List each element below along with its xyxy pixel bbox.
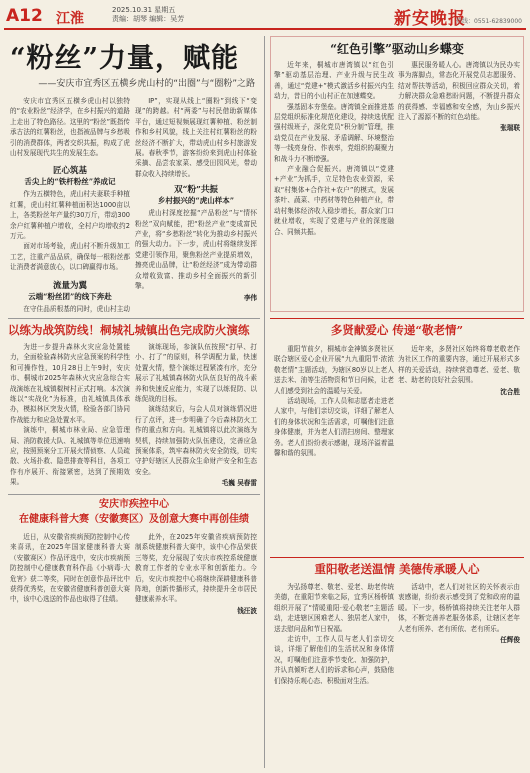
art4-p2: 强基固本夯堡垒。唐湾镇全面推进基层党组织标准化规范化建设，持续选优配强村级班子，深化党员“积分制”管理，推动党员在产业发展、矛盾调解、环境整治等一线亮身份、作表率，党组织的凝聚力和战斗力不断增强。: [274, 102, 394, 163]
lead-c1p3: 在守住品质根基的同时，虎山村主动: [23, 304, 130, 313]
lead-author: 李伟: [243, 293, 257, 302]
art6-p2: 走访中，工作人员与老人们亲切交谈，详细了解他们的生活状况和身体情况，叮嘱他们注意季节变化、加强防护，并认真倾听老人们的诉求和心声，鼓励他们保持乐观心态、积极面对生活。: [274, 635, 394, 685]
lead-col-1: [10, 96, 130, 314]
art2-p2: 演练中，桐城市林业局、应急管理局、消防救援大队、礼城镇等单位迅速响应，按照预案分工开展火情侦察、人员疏散、火场扑救、隐患排查等科目，各项工作有序展开、衔接紧密，达到了预期效果。: [10, 426, 130, 487]
art6-p3: 活动中，老人们对社区的关怀表示由衷感谢，纷纷表示感受到了党和政府的温暖。下一步，杨桥镇将持续关注老年人群体，不断完善养老服务体系，让辖区老年人老有所养、老有所依、老有所乐。: [398, 583, 520, 633]
art2-p4: 演练结束后，与会人员对演练情况进行了点评，进一步明确了今后森林防火工作的重点和方向。礼城镇将以此次演练为契机，持续加强防火队伍建设，完善应急预案体系，筑牢森林防火安全防线，切实守护好辖区人民群众生命财产安全和生态安全。: [135, 405, 257, 476]
art3-col-1: [10, 532, 130, 768]
art2-p3: 演练现场，参演队伍按照“打早、打小、打了”的原则，科学调配力量，快速处置火情，整个演练过程紧凑有序，充分展示了礼城镇森林防火队伍良好的战斗素养和快速反应能力，实现了以练促防、以练促战的目标。: [135, 343, 257, 404]
art2-title: 以练为战筑防线！桐城礼城镇出色完成防火演练: [8, 323, 250, 337]
lead-c2p2: 虎山村深度挖掘“产品粉丝”与“情怀粉丝”双向赋能，把“粉丝产业”变成富民产业，将“乡愁粉丝”转化为推动乡村振兴的强大动力。下一步，虎山村将继续发挥党建引领作用，聚焦粉丝产业提质增效，擦亮虎山品牌，让“粉丝经济”成为带动群众增收致富、推动乡村全面振兴的新引擎。: [135, 209, 257, 291]
art4-col-1: [274, 60, 394, 310]
lead-subtitle: ——安庆市宜秀区五横乡虎山村的“出圈”与“圈粉”之路: [38, 79, 255, 89]
art3-author: 钱汪波: [237, 606, 257, 615]
header-meta: [112, 6, 192, 24]
art6-author: 任辉俊: [500, 636, 520, 645]
art5-p2: 活动现场，工作人员和志愿者走进老人家中，与他们亲切交谈，详细了解老人们的身体状况和生活需求，叮嘱他们注意身体健康，并为老人们清扫房间、整理家务。老人们纷纷表示感谢，现场洋溢着温馨和谐的氛围。: [274, 397, 394, 458]
art5-title: 多贤献爱心 传递“敬老情”: [330, 323, 464, 337]
art5-col-1: [274, 344, 394, 554]
art5-col-2: [398, 344, 520, 554]
art4-title-block: [272, 40, 522, 58]
divider: [270, 318, 524, 319]
lead-h1-sub: 舌尖上的“铁杆粉丝”养成记: [24, 177, 116, 187]
art3-p2: 此外，在2025年安徽省疾病预防控制系统健康科普大赛中，该中心作品荣获三等奖，充分展现了安庆市疾控系统健康教育工作者的专业水平和创新能力。今后，安庆市疾控中心将继续深耕健康科普阵地，创新传播形式，持续提升全市居民健康素养水平。: [135, 533, 257, 604]
art5-title-block: [270, 322, 524, 340]
art3-col-2: [135, 532, 257, 768]
lead-h2: 流量为翼: [52, 280, 87, 291]
art4-p1: 近年来，桐城市唐湾镇以“红色引擎”驱动基层治理、产业升级与民生改善，通过“党建+”模式激活乡村振兴内生动力，昔日的小山村正在加速蝶变。: [274, 61, 394, 101]
art3-p1: 近日，从安徽省疾病预防控制中心传来喜讯，在2025年国家健康科普大赛（安徽赛区）作品评选中，安庆市疾病预防控制中心健康教育科作品《小病毒·大危害》获二等奖，同时在创意作品评比中获得优秀奖，在安徽省健康科普创意大赛中，该中心选送的作品也取得了佳绩。: [10, 533, 130, 604]
art4-col-2: [398, 60, 520, 310]
art4-author: 张瑞联: [500, 124, 520, 133]
lead-c1p2: 面对市场考验，虎山村不断升级加工工艺，注重产品品质，确保每一根粉丝都让消费者满意放心，以口碑赢得市场。: [10, 242, 130, 272]
divider: [270, 557, 524, 558]
divider: [8, 318, 260, 319]
art4-p3: 产业融合促振兴。唐湾镇以“党建+产业”为抓手，立足特色农业资源，采取“村集体+合作社+农户”的模式，发展茶叶、蔬菜、中药材等特色种植产业，带动村集体经济收入稳步增长，群众家门口就业增收，实现了党建与产业的深度融合、同频共振。: [274, 165, 394, 236]
hotline: 热线：0551-62839000: [456, 18, 522, 25]
page-header: [4, 4, 526, 30]
divider: [8, 494, 260, 495]
art6-col-2: [398, 582, 520, 768]
lead-c1p1: 作为五横特色，虎山村夫妻联手种植红薯，虎山村红薯种植面积达1000亩以上，各类粉丝年产量约30万斤，带动300余户红薯种植户增收，全村户均增收约2万元。: [10, 190, 130, 241]
lead-intro: 安庆市宜秀区五横乡虎山村以独特的“农业粉丝”经济学，在乡村振兴的道路上走出了特色路径。这里的“粉丝”既指传承古法的红薯粉丝，也指被品牌与乡愁吸引的消费群体，两者交织共振，构成了虎山村发展现代共生的发展生态。: [10, 97, 130, 158]
art2-author: 毛巍 吴春雷: [221, 479, 257, 488]
lead-h2-sub: 云端“粉丝团”的线下奔赴: [28, 291, 112, 301]
editor-credit: 责编：胡琴 编辑：吴芳: [112, 15, 185, 23]
lead-title-block: [10, 36, 255, 76]
lead-c2p1: IP”，实现从线上“圈粉”到线下“变现”的跨越。村“两委”与村民借助新媒体平台，通过短视频展现红薯种植、粉丝制作和乡村风貌，线上关注村红薯粉丝的粉丝经济不断扩大，带动虎山村乡村旅游发展。春秋季节，游客纷纷来到虎山村体验采摘、品尝农家菜、感受田园风光，带动群众收入持续增长。: [135, 97, 257, 178]
art6-title: 重阳敬老送温情 美德传承暖人心: [314, 562, 480, 576]
lead-col-2: [135, 96, 257, 314]
lead-title: “粉丝”力量，赋能: [10, 43, 240, 74]
art2-title-block: [8, 322, 260, 340]
art4-title: “红色引擎”驱动山乡蝶变: [330, 42, 464, 56]
lead-subtitle-block: [10, 76, 255, 90]
art5-author: 沈合胜: [500, 387, 520, 396]
art2-col-2: [135, 342, 257, 492]
art2-col-1: [10, 342, 130, 492]
page-number: A12: [6, 6, 43, 26]
art6-p1: 为弘扬尊老、敬老、爱老、助老传统美德，在重阳节来临之际，宜秀区杨桥镇组织开展了“情暖重阳·爱心敬老”主题活动，走进辖区困难老人、独居老人家中，送去慰问品和节日祝福。: [274, 583, 394, 633]
lead-h3: 双“粉”共振: [174, 185, 218, 196]
art5-p3: 近年来，多贤社区始终将尊老敬老作为社区工作的重要内容，通过开展形式多样的关爱活动，持续营造尊老、爱老、敬老、助老的良好社会氛围。: [398, 345, 520, 385]
masthead-logo: 新安晚报: [394, 9, 466, 29]
art3-title: 安庆市疾控中心 在健康科普大赛（安徽赛区）及创意大赛中再创佳绩: [19, 499, 249, 525]
art2-p1: 为进一步提升森林火灾应急处置能力，全面检验森林防火应急预案的科学性和可操作性，10月28日上午9时，安庆市、桐城市2025年森林火灾应急综合实战演练在礼城镇椒树村正式打响。本次演练以“实战化”为标准，由礼城镇具体承办，模拟林区突发火情，检验各部门协同作战能力和应急处置水平。: [10, 343, 130, 424]
art3-title-block: [8, 497, 260, 529]
issue-date: 2025.10.31 星期五: [112, 6, 176, 14]
art5-p1: 重阳节前夕，桐城市金神镇多贤社区联合辖区爱心企业开展“九九重阳节·浓浓敬老情”主题活动，为辖区80岁以上老人送去米、油等生活物资和节日问候，让老人们感受到社会的温暖与关爱。: [274, 345, 394, 395]
art6-title-block: [270, 561, 524, 579]
section-name: 江淮: [56, 11, 84, 27]
column-divider: [264, 36, 265, 768]
art4-p4: 惠民服务暖人心。唐湾镇以为民办实事为落脚点，常态化开展党员志愿服务、结对帮扶等活动，积极回应群众关切，着力解决群众急难愁盼问题，不断提升群众的获得感、幸福感和安全感，为山乡振兴注入了源源不断的红色动能。: [398, 61, 520, 122]
lead-h3-sub: 乡村振兴的“虎山样本”: [157, 196, 235, 206]
lead-h1: 匠心筑基: [52, 166, 87, 177]
art6-col-1: [274, 582, 394, 768]
